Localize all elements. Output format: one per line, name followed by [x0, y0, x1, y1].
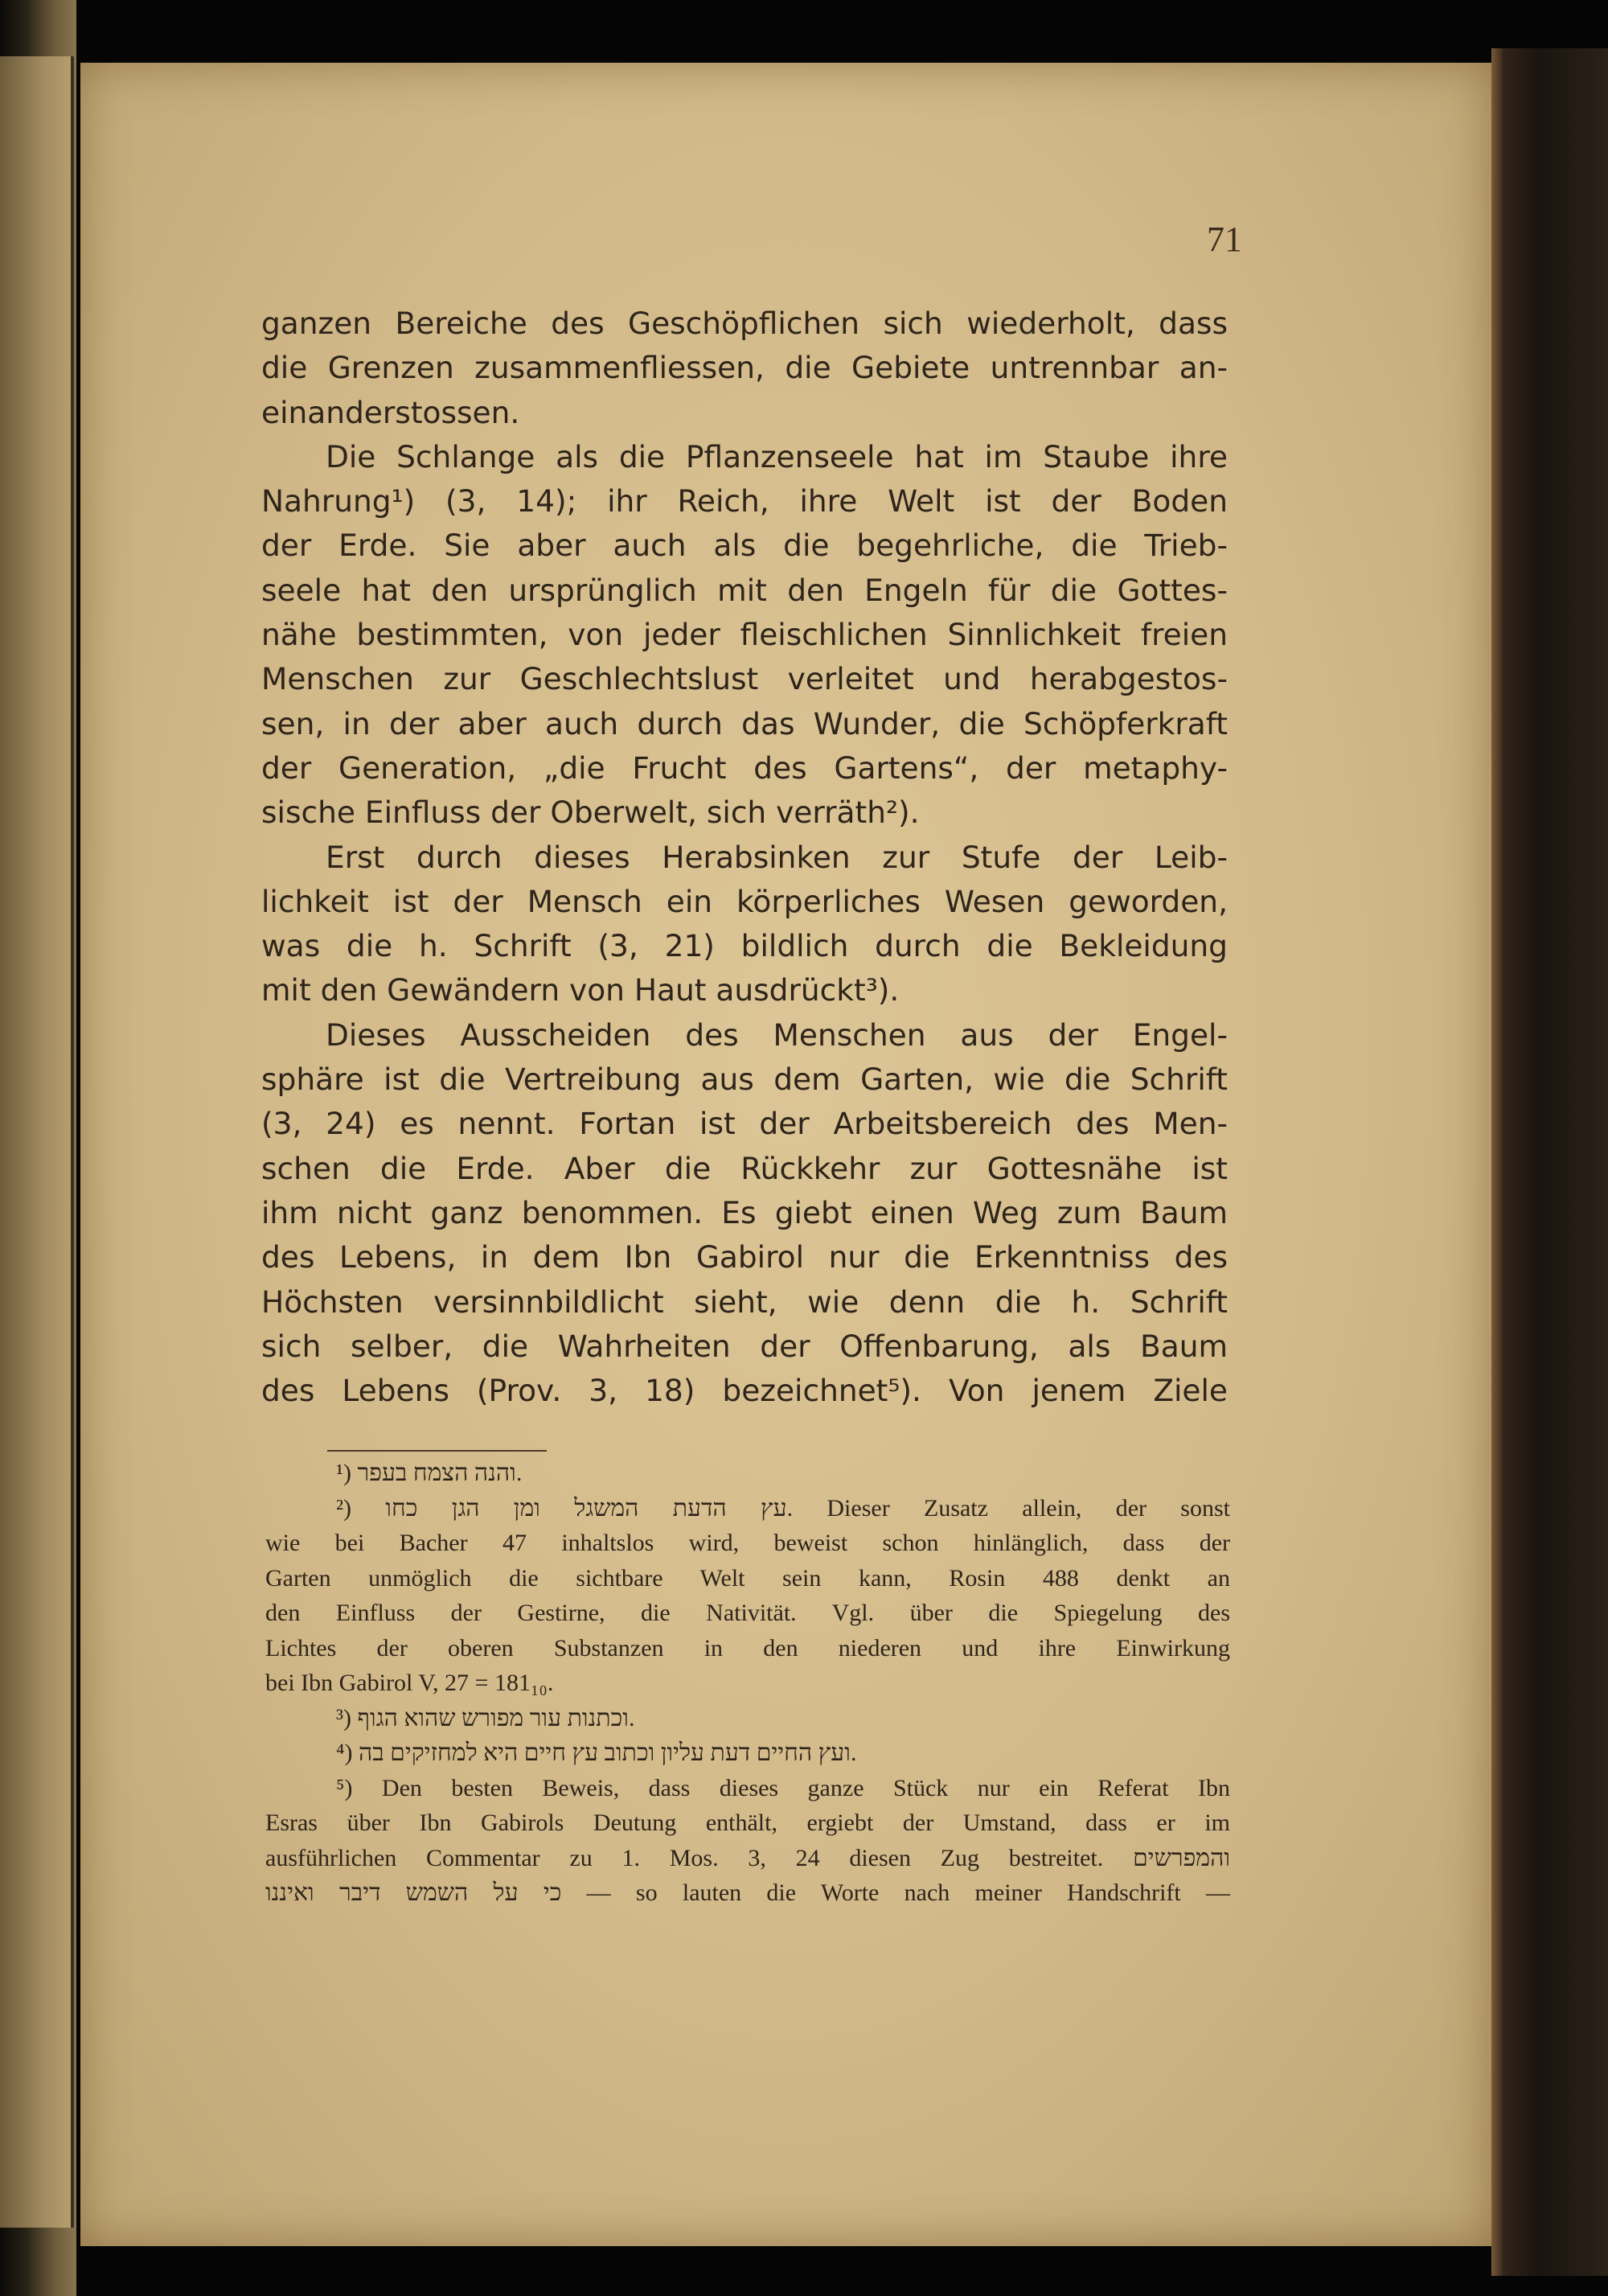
text-line: nähe bestimmten, von jeder fleischlichen Sinnlichkeit freien: [261, 617, 1228, 653]
footnote-line: bei Ibn Gabirol V, 27 = 181₁₀.: [265, 1670, 554, 1696]
footnote-line: ausführlichen Commentar zu 1. Mos. 3, 24 diesen Zug bestreitet. והמפרשים: [265, 1844, 1230, 1871]
footnote-line: den Einfluss der Gestirne, die Nativität. Vgl. über die Spiegelung des: [265, 1600, 1230, 1626]
footnote-line: ¹) והנה הצמח בעפר.: [336, 1460, 523, 1486]
footnote-line: ²) עץ הדעת המשגל ומן הגן כחו. Dieser Zusatz allein, der sonst: [336, 1494, 1230, 1522]
page-number: 71: [1207, 220, 1242, 259]
main-text: [261, 302, 1228, 1413]
footnote-line: Lichtes der oberen Substanzen in den niederen und ihre Einwirkung: [265, 1634, 1230, 1661]
text-line: schen die Erde. Aber die Rückkehr zur Gottesnähe ist: [261, 1150, 1228, 1186]
footnote-line: ³) וכתנות עור מפורש שהוא הגוף.: [336, 1704, 635, 1731]
text-line: sphäre ist die Vertreibung aus dem Garten, wie die Schrift: [261, 1062, 1228, 1098]
footnote-line: wie bei Bacher 47 inhaltslos wird, beweist schon hinlänglich, dass der: [265, 1530, 1230, 1556]
footnote-line: כי על השמש דיבר ואיננו — so lauten die Worte nach meiner Handschrift —: [265, 1879, 1231, 1906]
text-line: Höchsten versinnbildlicht sieht, wie denn die h. Schrift: [261, 1284, 1228, 1320]
text-line: des Lebens, in dem Ibn Gabirol nur die Erkenntniss des: [261, 1239, 1228, 1275]
text-line: was die h. Schrift (3, 21) bildlich durch die Bekleidung: [261, 928, 1228, 964]
text-line: einanderstossen.: [261, 394, 520, 430]
text-line: sich selber, die Wahrheiten der Offenbarung, als Baum: [261, 1328, 1228, 1364]
text-line: Nahrung¹) (3, 14); ihr Reich, ihre Welt ist der Boden: [261, 483, 1228, 520]
text-line: Menschen zur Geschlechtslust verleitet und herabgestos-: [261, 661, 1228, 697]
text-line: des Lebens (Prov. 3, 18) bezeichnet⁵). Von jenem Ziele: [261, 1373, 1228, 1409]
footnotes: [265, 1456, 1230, 1911]
text-line: Die Schlange als die Pflanzenseele hat im Staube ihre: [326, 438, 1228, 474]
text-line: seele hat den ursprünglich mit den Engeln für die Gottes-: [261, 572, 1228, 608]
text-line: der Erde. Sie aber auch als die begehrliche, die Trieb-: [261, 528, 1228, 564]
footnote-divider: [327, 1450, 547, 1452]
footnote-line: ⁵) Den besten Beweis, dass dieses ganze Stück nur ein Referat Ibn: [336, 1774, 1230, 1801]
text-line: lichkeit ist der Mensch ein körperliches Wesen geworden,: [261, 883, 1228, 919]
footnote-line: ⁴) ועץ החיים דעת עליון וכתוב עץ חיים היא למחזיקים בה.: [336, 1739, 857, 1766]
footnote-line: Esras über Ibn Gabirols Deutung enthält, ergiebt der Umstand, dass er im: [265, 1809, 1230, 1836]
text-line: ganzen Bereiche des Geschöpflichen sich wiederholt, dass: [261, 306, 1228, 341]
text-line: sen, in der aber auch durch das Wunder, die Schöpferkraft: [261, 705, 1228, 741]
text-line: die Grenzen zusammenfliessen, die Gebiete untrennbar an-: [261, 350, 1228, 386]
text-line: Dieses Ausscheiden des Menschen aus der Engel-: [326, 1017, 1228, 1053]
left-page-edge: [0, 56, 74, 2228]
text-line: Erst durch dieses Herabsinken zur Stufe der Leib-: [326, 839, 1228, 875]
text-line: sische Einfluss der Oberwelt, sich verräth²).: [261, 795, 920, 831]
text-line: der Generation, „die Frucht des Gartens“, der metaphy-: [261, 750, 1228, 786]
text-line: (3, 24) es nennt. Fortan ist der Arbeitsbereich des Men-: [261, 1106, 1228, 1142]
text-line: ihm nicht ganz benommen. Es giebt einen Weg zum Baum: [261, 1194, 1228, 1230]
book-cover-edge: [1491, 48, 1608, 2276]
text-line: mit den Gewändern von Haut ausdrückt³).: [261, 972, 900, 1008]
footnote-line: Garten unmöglich die sichtbare Welt sein kann, Rosin 488 denkt an: [265, 1564, 1230, 1592]
